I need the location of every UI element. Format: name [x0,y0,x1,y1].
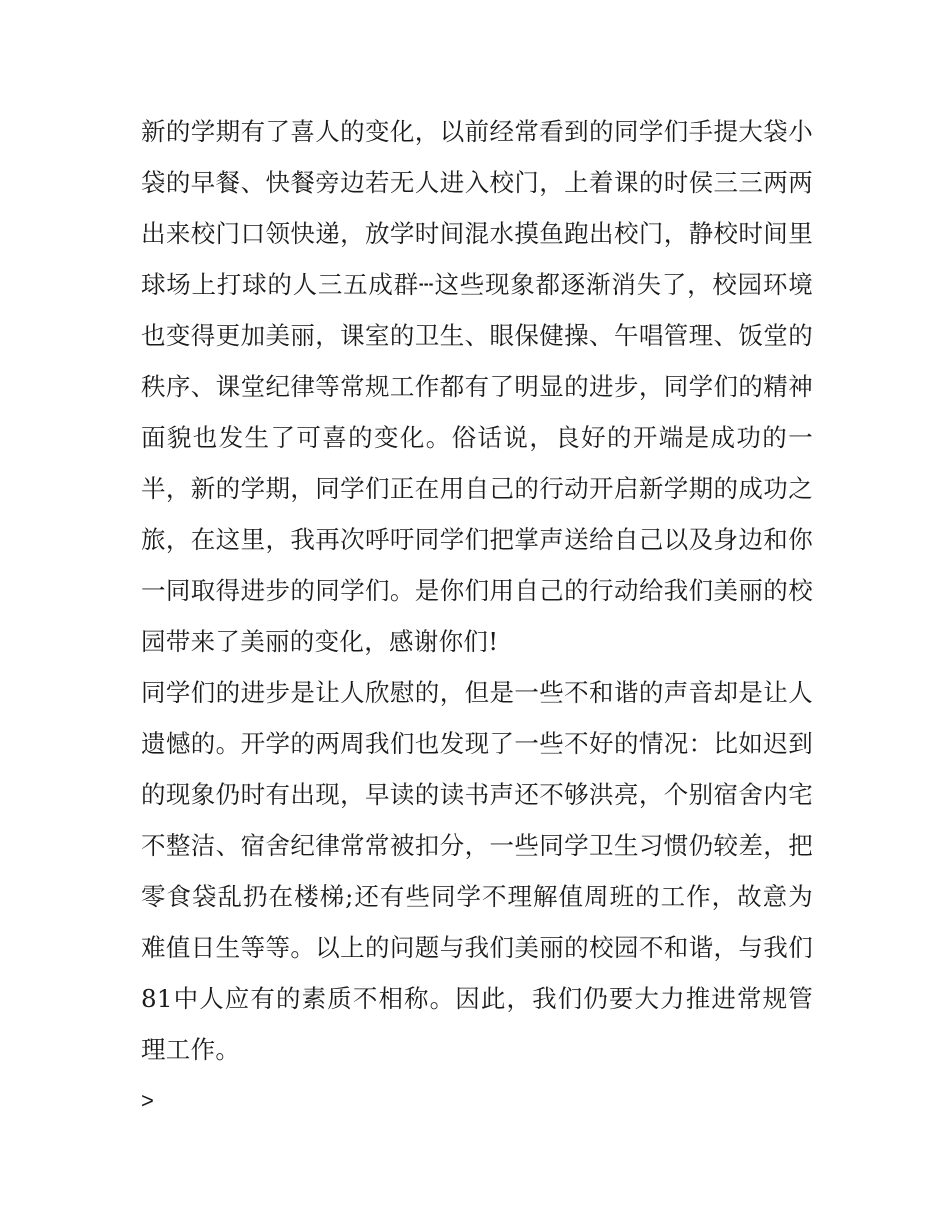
continuation-marker: > [141,1088,155,1113]
paragraph-2: 同学们的进步是让人欣慰的，但是一些不和谐的声音却是让人遗憾的。开学的两周我们也发现了一些不好的情况：比如迟到的现象仍时有出现，早读的读书声还不够洪亮，个别宿舍内宅不整洁、宿舍纪律常常被扣分，一些同学卫生习惯仍较差，把零食袋乱扔在楼梯;还有些同学不理解值周班的工作，故意为难值日生等等。以上的问题与我们美丽的校园不和谐，与我们81中人应有的素质不相称。因此，我们仍要大力推进常规管理工作。 [141,678,813,1064]
document-body [141,106,813,1126]
paragraph-1: 新的学期有了喜人的变化，以前经常看到的同学们手提大袋小袋的早餐、快餐旁边若无人进入校门，上着课的时侯三三两两出来校门口领快递，放学时间混水摸鱼跑出校门，静校时间里球场上打球的人三五成群┄这些现象都逐渐消失了，校园环境也变得更加美丽，课室的卫生、眼保健操、午唱管理、饭堂的秩序、课堂纪律等常规工作都有了明显的进步，同学们的精神面貌也发生了可喜的变化。俗话说，良好的开端是成功的一半，新的学期，同学们正在用自己的行动开启新学期的成功之旅，在这里，我再次呼吁同学们把掌声送给自己以及身边和你一同取得进步的同学们。是你们用自己的行动给我们美丽的校园带来了美丽的变化，感谢你们! [141,117,813,656]
